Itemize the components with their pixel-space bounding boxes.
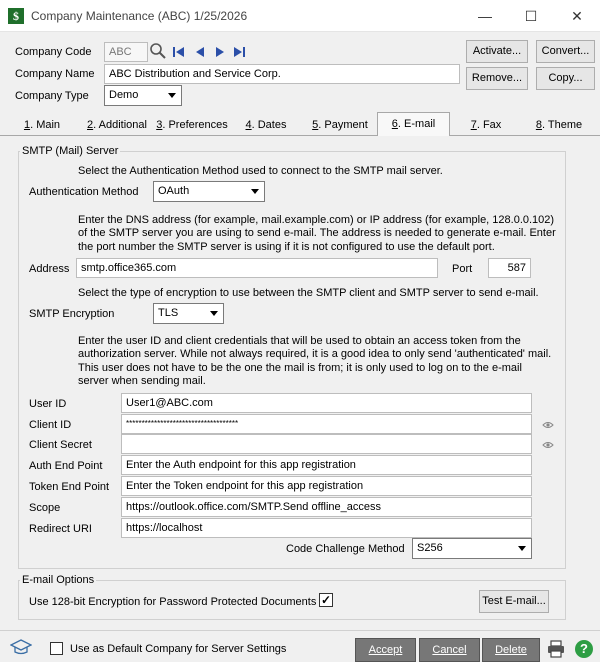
encryption-description: Select the type of encryption to use between the SMTP client and SMTP server to send e-mail.	[78, 287, 539, 299]
token-end-point-input[interactable]: Enter the Token endpoint for this app registration	[121, 476, 532, 496]
smtp-encryption-value: TLS	[158, 307, 179, 319]
user-id-label: User ID	[29, 398, 67, 410]
tab-dates[interactable]: 4. Dates	[245, 119, 287, 131]
auth-end-point-input[interactable]: Enter the Auth endpoint for this app registration	[121, 455, 532, 475]
auth-method-select[interactable]	[153, 181, 265, 202]
delete-button[interactable]: Delete	[482, 638, 540, 662]
auth-method-label: Authentication Method	[29, 186, 139, 198]
code-challenge-select[interactable]	[412, 538, 532, 559]
show-client-id-eye-icon[interactable]	[542, 420, 554, 430]
tab-theme[interactable]: 8. Theme	[535, 119, 583, 131]
default-company-checkbox[interactable]	[50, 642, 63, 655]
company-code-label: Company Code	[15, 46, 92, 58]
cancel-button[interactable]: Cancel	[419, 638, 480, 662]
redirect-uri-input[interactable]: https://localhost	[121, 518, 532, 538]
email-options-group-title: E-mail Options	[22, 574, 95, 586]
test-email-button[interactable]: Test E-mail...	[479, 590, 549, 613]
chevron-down-icon	[518, 546, 526, 551]
first-record-icon[interactable]	[172, 45, 186, 59]
credentials-description-line-1: Enter the user ID and client credentials that will be used to obtain an access token from the	[78, 335, 521, 347]
tab-main[interactable]: 1. Main	[23, 119, 61, 131]
graduation-cap-icon[interactable]	[10, 638, 32, 656]
code-challenge-label: Code Challenge Method	[286, 543, 405, 555]
chevron-down-icon	[251, 189, 259, 194]
tab-email[interactable]: 6. E-mail	[377, 112, 450, 136]
sage-app-icon: $	[8, 8, 24, 24]
encryption-option-checkbox[interactable]: ✓	[320, 593, 332, 607]
previous-record-icon[interactable]	[193, 45, 207, 59]
token-end-point-label: Token End Point	[29, 481, 110, 493]
remove-button[interactable]: Remove...	[466, 67, 528, 90]
accept-button[interactable]: Accept	[355, 638, 416, 662]
window-title: Company Maintenance (ABC) 1/25/2026	[31, 9, 248, 23]
activate-button[interactable]: Activate...	[466, 40, 528, 63]
tab-payment[interactable]: 5. Payment	[312, 119, 368, 131]
client-secret-label: Client Secret	[29, 439, 92, 451]
company-type-select[interactable]	[104, 85, 182, 106]
client-id-label: Client ID	[29, 419, 72, 431]
next-record-icon[interactable]	[213, 45, 227, 59]
company-type-label: Company Type	[15, 90, 89, 102]
scope-label: Scope	[29, 502, 61, 514]
lookup-search-icon[interactable]	[149, 42, 167, 60]
dns-description-line-1: Enter the DNS address (for example, mail.example.com) or IP address (for example, 128.0.0.102)	[78, 214, 555, 226]
auth-end-point-label: Auth End Point	[29, 460, 103, 472]
port-label: Port	[452, 263, 473, 275]
company-type-value: Demo	[109, 89, 139, 101]
smtp-encryption-label: SMTP Encryption	[29, 308, 115, 320]
default-company-label: Use as Default Company for Server Settings	[70, 643, 287, 655]
company-code-input[interactable]: ABC	[104, 42, 148, 62]
dns-description-line-2: of the SMTP server you are using to send e-mail. The address is needed to generate e-mail. Enter	[78, 227, 556, 239]
minimize-button[interactable]: —	[478, 8, 492, 24]
help-icon[interactable]: ?	[575, 640, 593, 658]
company-name-label: Company Name	[15, 68, 95, 80]
credentials-description-line-4: server when sending mail.	[78, 375, 206, 387]
scope-input[interactable]: https://outlook.office.com/SMTP.Send offline_access	[121, 497, 532, 517]
smtp-group-title: SMTP (Mail) Server	[22, 145, 119, 157]
maximize-button[interactable]: ☐	[524, 8, 538, 24]
footer-divider	[0, 630, 600, 631]
smtp-encryption-select[interactable]	[153, 303, 224, 324]
client-id-input[interactable]: ************************************	[121, 414, 532, 434]
chevron-down-icon	[168, 93, 176, 98]
address-label: Address	[29, 263, 70, 275]
credentials-description-line-2: authorization server. While not always required, it is a good idea to only send 'authenticated' mail.	[78, 348, 552, 360]
port-input[interactable]: 587	[488, 258, 531, 278]
tab-strip-line	[0, 135, 600, 136]
close-button[interactable]: ✕	[571, 8, 583, 24]
tab-fax[interactable]: 7. Fax	[470, 119, 502, 131]
client-secret-input[interactable]	[121, 434, 532, 454]
user-id-input[interactable]: User1@ABC.com	[121, 393, 532, 413]
tab-preferences[interactable]: 3. Preferences	[156, 119, 228, 131]
convert-button[interactable]: Convert...	[536, 40, 595, 63]
address-input[interactable]: smtp.office365.com	[76, 258, 438, 278]
redirect-uri-label: Redirect URI	[29, 523, 92, 535]
chevron-down-icon	[210, 311, 218, 316]
last-record-icon[interactable]	[232, 45, 246, 59]
dns-description-line-3: the port number the SMTP server is using if it is not configured to use the default port.	[78, 241, 495, 253]
auth-method-value: OAuth	[158, 185, 190, 197]
show-client-secret-eye-icon[interactable]	[542, 440, 554, 450]
copy-button[interactable]: Copy...	[536, 67, 595, 90]
tab-additional[interactable]: 2. Additional	[87, 119, 147, 131]
encryption-option-label: Use 128-bit Encryption for Password Protected Documents	[29, 596, 317, 608]
company-name-input[interactable]: ABC Distribution and Service Corp.	[104, 64, 460, 84]
credentials-description-line-3: This user does not have to be the one the mail is from; it is only used to log on to the e-mail	[78, 362, 522, 374]
code-challenge-value: S256	[417, 542, 443, 554]
auth-description: Select the Authentication Method used to connect to the SMTP mail server.	[78, 165, 443, 177]
printer-icon[interactable]	[547, 640, 565, 658]
